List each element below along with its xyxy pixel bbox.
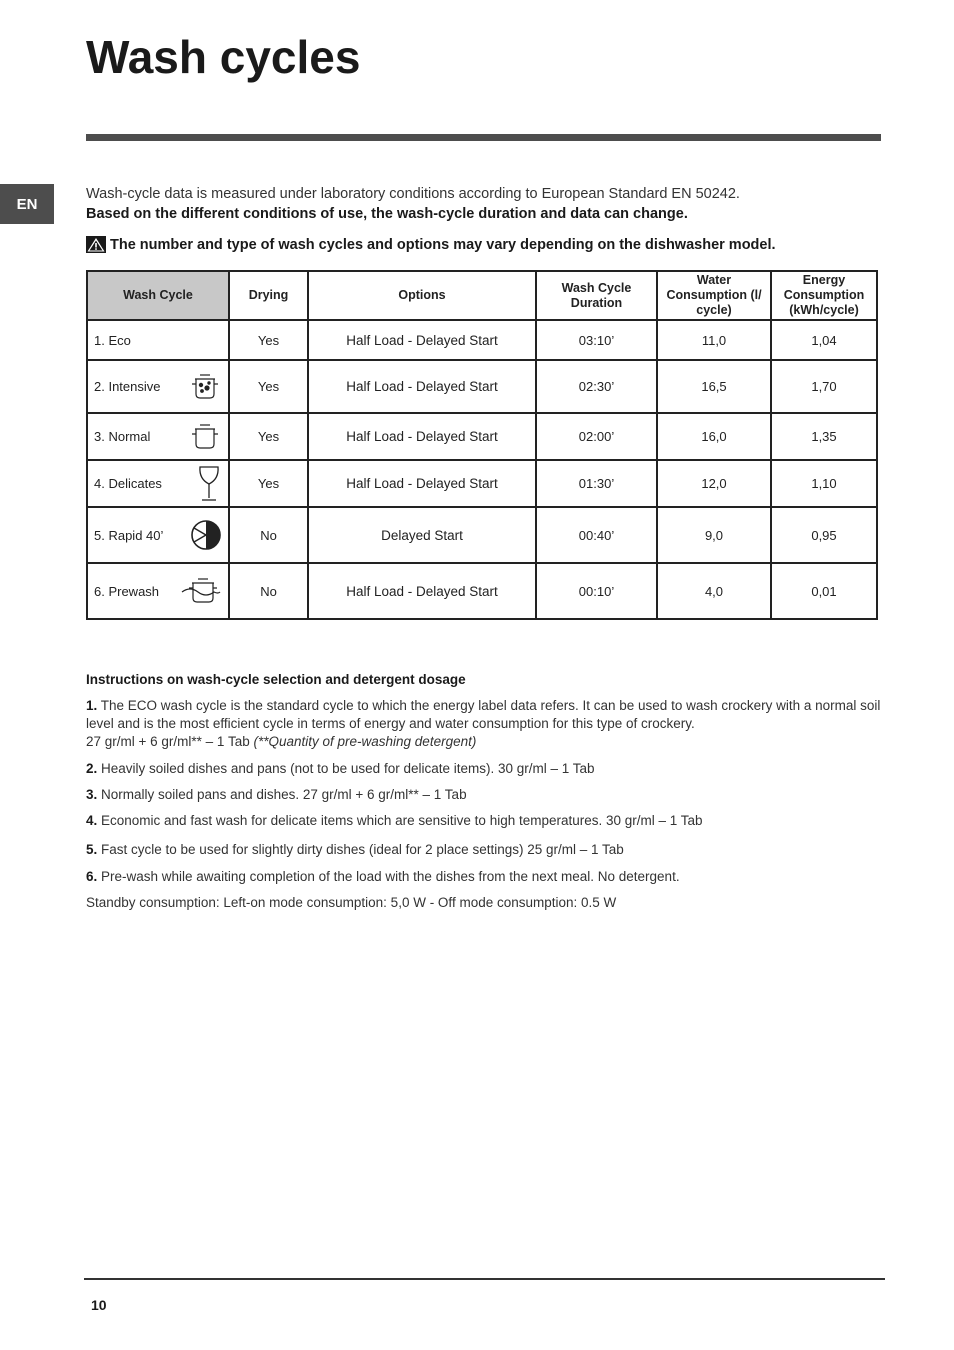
instruction-text: Economic and fast wash for delicate items which are sensitive to high temperatures. 30 gr/ml – 1 Tab (97, 813, 703, 828)
energy-cell: 0,95 (771, 507, 877, 563)
warning-text: The number and type of wash cycles and options may vary depending on the dishwasher model. (110, 236, 776, 253)
drying-cell: Yes (229, 320, 308, 360)
standby-consumption: Standby consumption: Left-on mode consumption: 5,0 W - Off mode consumption: 0.5 W (86, 895, 617, 910)
cycle-name: 5. Rapid 40’ (94, 527, 164, 543)
pot-with-water-icon (180, 576, 222, 606)
instruction-item-3 (86, 786, 886, 804)
duration-cell: 02:00’ (536, 413, 657, 460)
warning-triangle-icon (86, 236, 106, 253)
options-cell: Half Load - Delayed Start (308, 563, 536, 619)
drying-cell: Yes (229, 460, 308, 507)
instruction-text: Fast cycle to be used for slightly dirty dishes (ideal for 2 place settings) 25 gr/ml – 1 Tab (97, 842, 624, 857)
header-water: Water Consumption (l/ cycle) (657, 271, 771, 320)
intro-line-2: Based on the different conditions of use, the wash-cycle duration and data can change. (86, 206, 688, 222)
drying-cell: Yes (229, 360, 308, 413)
duration-cell: 01:30’ (536, 460, 657, 507)
wash-cycle-table (86, 270, 878, 620)
water-cell: 12,0 (657, 460, 771, 507)
instruction-number: 1. (86, 698, 98, 713)
page-number: 10 (91, 1297, 107, 1313)
energy-cell: 1,04 (771, 320, 877, 360)
options-cell: Half Load - Delayed Start (308, 360, 536, 413)
instruction-number: 3. (86, 787, 98, 802)
instruction-item-6 (86, 868, 886, 886)
cycle-name-cell (87, 507, 229, 563)
cycle-name: 4. Delicates (94, 476, 162, 491)
intro-line-1: Wash-cycle data is measured under laboratory conditions according to European Standard EN 50242. (86, 186, 740, 202)
table-row (87, 320, 877, 360)
pot-with-stains-icon (188, 372, 222, 402)
cycle-name-cell (87, 320, 229, 360)
duration-cell: 02:30’ (536, 360, 657, 413)
drying-cell: No (229, 507, 308, 563)
title-rule (86, 134, 881, 141)
header-drying: Drying (229, 271, 308, 320)
water-cell: 4,0 (657, 563, 771, 619)
wine-glass-icon (196, 465, 222, 503)
water-cell: 16,5 (657, 360, 771, 413)
cycle-name: 3. Normal (94, 429, 151, 444)
duration-cell: 00:10’ (536, 563, 657, 619)
instruction-item-4 (86, 812, 886, 830)
table-row (87, 413, 877, 460)
pot-icon (188, 422, 222, 452)
cycle-name-cell (87, 563, 229, 619)
instruction-dose: 27 gr/ml + 6 gr/ml** – 1 Tab (86, 734, 254, 749)
instruction-text: The ECO wash cycle is the standard cycle to which the energy label data refers. It can be used to wash crockery with a normal soil level and is the most efficient cycle in terms of energy and water consumption for this type of crockery. (86, 698, 881, 731)
cycle-name-cell (87, 413, 229, 460)
header-options: Options (308, 271, 536, 320)
instruction-text: Normally soiled pans and dishes. 27 gr/ml + 6 gr/ml** – 1 Tab (97, 787, 467, 802)
instruction-text: Heavily soiled dishes and pans (not to be used for delicate items). 30 gr/ml – 1 Tab (97, 761, 595, 776)
options-cell: Half Load - Delayed Start (308, 460, 536, 507)
instruction-item-5 (86, 841, 886, 859)
energy-cell: 1,35 (771, 413, 877, 460)
table-header-row (87, 271, 877, 320)
header-wash-cycle: Wash Cycle (87, 271, 229, 320)
energy-cell: 0,01 (771, 563, 877, 619)
options-cell: Delayed Start (308, 507, 536, 563)
table-row (87, 563, 877, 619)
instruction-item-1 (86, 697, 886, 751)
options-cell: Half Load - Delayed Start (308, 413, 536, 460)
cycle-name: 6. Prewash (94, 583, 160, 599)
instruction-number: 6. (86, 869, 98, 884)
instruction-item-2 (86, 760, 886, 778)
energy-cell: 1,70 (771, 360, 877, 413)
drying-cell: Yes (229, 413, 308, 460)
cycle-name: 2. Intensive (94, 379, 161, 394)
energy-cell: 1,10 (771, 460, 877, 507)
cycle-name: 1. Eco (94, 332, 131, 348)
instructions-heading: Instructions on wash-cycle selection and detergent dosage (86, 672, 466, 687)
header-energy: Energy Consumption (kWh/cycle) (771, 271, 877, 320)
instruction-number: 4. (86, 813, 98, 828)
warning-note (86, 236, 886, 253)
water-cell: 16,0 (657, 413, 771, 460)
footer-rule (84, 1278, 885, 1280)
clock-quick-icon (190, 519, 222, 551)
instruction-number: 5. (86, 842, 98, 857)
page-title: Wash cycles (86, 31, 361, 83)
drying-cell: No (229, 563, 308, 619)
instruction-dose-note: (**Quantity of pre-washing detergent) (253, 734, 477, 749)
water-cell: 11,0 (657, 320, 771, 360)
language-tab: EN (0, 184, 54, 224)
options-cell: Half Load - Delayed Start (308, 320, 536, 360)
instruction-number: 2. (86, 761, 98, 776)
header-duration: Wash Cycle Duration (536, 271, 657, 320)
duration-cell: 03:10’ (536, 320, 657, 360)
duration-cell: 00:40’ (536, 507, 657, 563)
cycle-name-cell (87, 460, 229, 507)
cycle-name-cell (87, 360, 229, 413)
instruction-text: Pre-wash while awaiting completion of the load with the dishes from the next meal. No detergent. (97, 869, 680, 884)
table-row (87, 507, 877, 563)
intro-text (86, 184, 886, 224)
water-cell: 9,0 (657, 507, 771, 563)
table-row (87, 360, 877, 413)
table-row (87, 460, 877, 507)
